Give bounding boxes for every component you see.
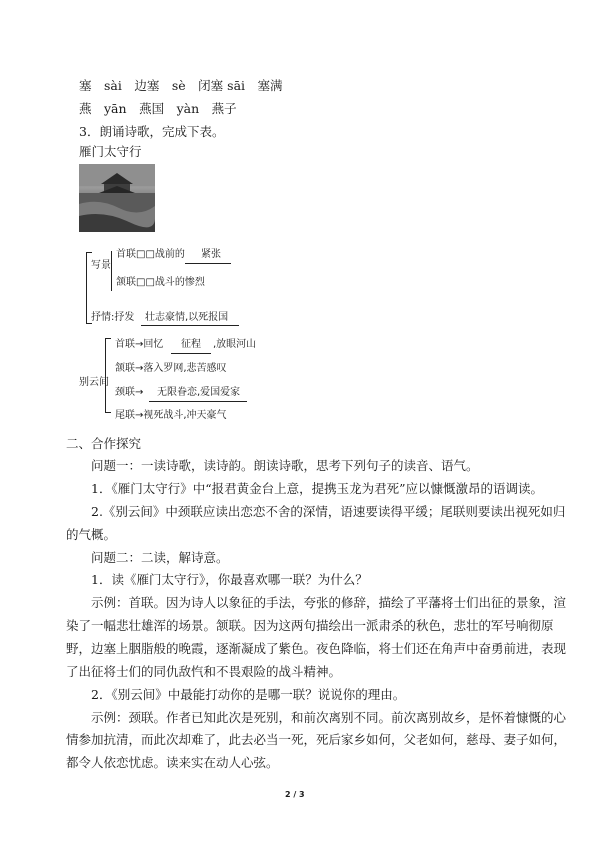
diagram2-row3-answer: 无限眷恋,爱国爱家 xyxy=(157,387,241,398)
q2-sub-1: 1．读《雁门太守行》，你最喜欢哪一联？为什么？ xyxy=(91,572,368,587)
diagram1-row1-answer: 紧张 xyxy=(201,249,221,260)
question-2: 问题二：二读，解诗意。 xyxy=(91,550,229,565)
poem-title-yanmen: 雁门太守行 xyxy=(79,144,142,159)
diagram1-row3-answer: 壮志豪情,以死报国 xyxy=(145,312,229,323)
diagram1-row1-prefix: 首联□□战前的 xyxy=(116,249,185,260)
diagram2-row3-prefix: 颈联→ xyxy=(115,387,144,398)
diagram2-row1-prefix: 首联→回忆 xyxy=(115,339,164,350)
pinyin-line-sai: 塞 sài 边塞 sè 闭塞 sāi 塞满 xyxy=(79,78,283,93)
diagram2-row4: 尾联→视死战斗,冲天豪气 xyxy=(115,410,227,421)
diagram2-row1-answer: 征程 xyxy=(181,339,201,350)
q1-answer-2-line1: 2.《别云间》中颈联应读出恋恋不舍的深情，语速要读得平缓；尾联则要读出视死如归 xyxy=(91,504,566,519)
section-heading: 二、合作探究 xyxy=(66,436,142,451)
diagram2-row2: 颔联→落入罗网,悲苦感叹 xyxy=(115,363,227,374)
example-1-line2: 染了一幅悲壮雄浑的场景。颔联。因为这两句描绘出一派肃杀的秋色，悲壮的军号响彻原 xyxy=(66,618,554,633)
task-3-instruction: 3．朗诵诗歌，完成下表。 xyxy=(79,124,225,139)
q1-answer-2-line2: 的气概。 xyxy=(66,527,117,542)
example-1-line1: 示例：首联。因为诗人以象征的手法，夸张的修辞，描绘了平藩将士们出征的景象，渲 xyxy=(91,595,567,610)
example-2-line1: 示例：颈联。作者已知此次是死别，和前次离别不同。前次离别故乡，是怀着慷慨的心 xyxy=(91,710,567,725)
city-gate-photo xyxy=(79,164,155,232)
diagram1-row3-prefix: 抒情:抒发 xyxy=(91,312,135,323)
q2-sub-2: 2．《别云间》中最能打动你的是哪一联？说说你的理由。 xyxy=(91,687,406,702)
example-2-line3: 都令人依恋忧虑。读来实在动人心弦。 xyxy=(66,755,279,770)
example-1-line4: 了出征将士们的同仇敌忾和不畏艰险的战斗精神。 xyxy=(66,664,342,679)
question-1: 问题一：一读诗歌，读诗韵。朗读诗歌，思考下列句子的读音、语气。 xyxy=(91,458,479,473)
example-1-line3: 野，边塞上胭脂般的晚霞，逐渐凝成了紫色。夜色降临，将士们还在角声中奋勇前进，表现 xyxy=(66,641,567,656)
q1-answer-1: 1．《雁门太守行》中“报君黄金台上意，提携玉龙为君死”应以慷慨激昂的语调读。 xyxy=(91,481,543,496)
diagram2-group-label: 别云间 xyxy=(79,377,109,388)
page-number: 2 / 3 xyxy=(285,790,305,799)
diagram1-row2: 颔联□□战斗的惨烈 xyxy=(116,277,205,288)
pinyin-line-yan: 燕 yān 燕国 yàn 燕子 xyxy=(79,101,237,116)
diagram1-group-label: 写景 xyxy=(91,260,111,271)
diagram2-row1-suffix: ,放眼河山 xyxy=(213,339,257,350)
example-2-line2: 情参加抗清，而此次却难了，此去必当一死，死后家乡如何，父老如何，慈母、妻子如何， xyxy=(66,732,567,747)
